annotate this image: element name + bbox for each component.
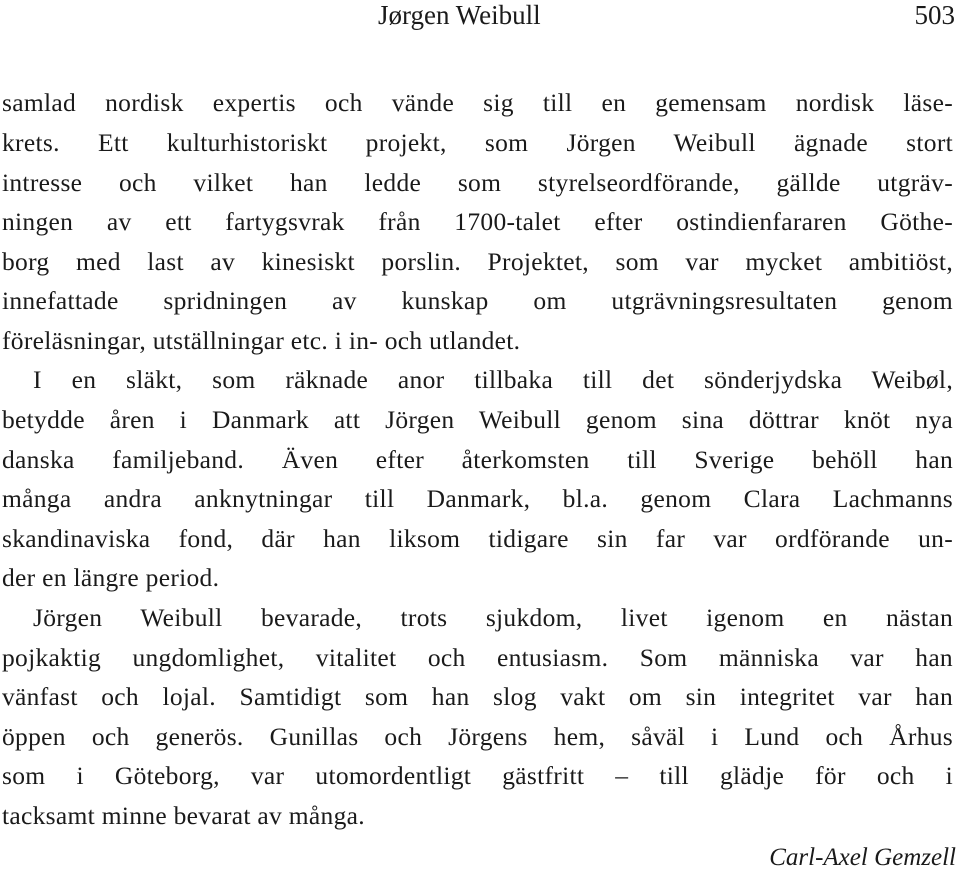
text-line: pojkaktig ungdomlighet, vitalitet och entusiasm. Som människa var han (2, 643, 953, 672)
text-line: betydde åren i Danmark att Jörgen Weibull genom sina döttrar knöt nya (2, 405, 953, 434)
text-line: borg med last av kinesiskt porslin. Projektet, som var mycket ambitiöst, (2, 247, 953, 276)
text-line: I en släkt, som räknade anor tillbaka till det sönderjydska Weibøl, (33, 365, 953, 394)
text-line: innefattade spridningen av kunskap om utgrävningsresultaten genom (2, 286, 953, 315)
author-signature: Carl-Axel Gemzell (769, 844, 956, 871)
page-number: 503 (914, 0, 955, 30)
text-line: intresse och vilket han ledde som styrelseordförande, gällde utgräv- (2, 168, 953, 197)
text-line: vänfast och lojal. Samtidigt som han slog vakt om sin integritet var han (2, 682, 953, 711)
text-line: krets. Ett kulturhistoriskt projekt, som Jörgen Weibull ägnade stort (2, 128, 953, 157)
text-line: der en längre period. (2, 563, 220, 592)
text-line: ningen av ett fartygsvrak från 1700-talet efter ostindienfararen Göthe- (2, 207, 953, 236)
text-line: som i Göteborg, var utomordentligt gästfritt – till glädje för och i (2, 761, 953, 790)
text-line: tacksamt minne bevarat av många. (2, 801, 365, 830)
text-line: föreläsningar, utställningar etc. i in- och utlandet. (2, 326, 521, 355)
running-head-title: Jørgen Weibull (378, 0, 541, 30)
running-head (0, 0, 955, 34)
text-line: samlad nordisk expertis och vände sig till en gemensam nordisk läse- (2, 88, 953, 117)
text-line: Jörgen Weibull bevarade, trots sjukdom, livet igenom en nästan (33, 603, 953, 632)
text-line: danska familjeband. Även efter återkomsten till Sverige behöll han (2, 445, 953, 474)
text-line: skandinaviska fond, där han liksom tidigare sin far var ordförande un- (2, 524, 953, 553)
text-line: öppen och generös. Gunillas och Jörgens hem, såväl i Lund och Århus (2, 722, 953, 751)
text-line: många andra anknytningar till Danmark, bl.a. genom Clara Lachmanns (2, 484, 953, 513)
